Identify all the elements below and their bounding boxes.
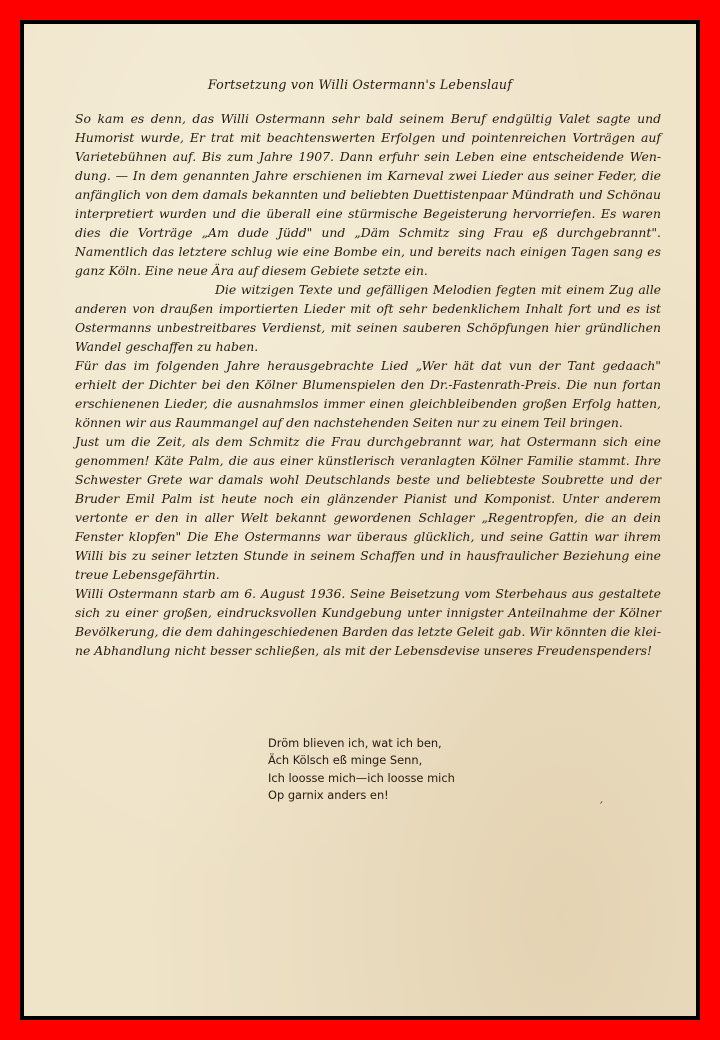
- paragraph: Just um die Zeit, als dem Schmitz die Frau durchgebrannt war, hat Ostermann sich eine genommen! Käte Palm, die aus einer künstlerisch veranlagten Kölner Familie stammt. Ihre Schwester Grete war damals wohl Deutschlands beste und beliebteste Soubrette und der Bruder Emil Palm ist heute noch ein glänzender Pianist und Komponist. Unter anderem vertonte er den in aller Welt bekannt gewordenen Schlager „Regentropfen, die an dein Fenster klopfen" Die Ehe Ostermanns war überaus glücklich, und seine Gattin war ihrem Willi bis zu seiner letzten Stunde in seinem Schaffen und in hausfraulicher Beziehung eine treue Lebensgefährtin.: [75, 434, 661, 582]
- verse-line: Dröm blieven ich, wat ich ben,: [268, 736, 442, 750]
- paragraph: Willi Ostermann starb am 6. August 1936. Seine Beisetzung vom Sterbehaus aus gestaltete sich zu einer großen, eindrucksvollen Kundgebung unter innigster Anteilnahme der Kölner Bevölkerung, die dem dahingeschiedenen Barden das letzte Geleit gab. Wir könnten die kleine Abhandlung nicht besser schließen, als mit der Lebensdevise unseres Freudenspenders!: [75, 586, 661, 658]
- verse-line: Op garnix anders en!: [268, 788, 389, 803]
- verse-line: Ich loosse mich—ich loosse mich: [268, 770, 455, 785]
- paragraph: So kam es denn, das Willi Ostermann sehr bald seinem Beruf endgültig Valet sagte und Humorist wurde, Er trat mit beachtenswerten Erfolgen und pointenreichen Vorträgen auf Varietebühnen auf. Bis zum Jahre 1907. Dann erfuhr sein Leben eine entscheidende Wendung. — In dem genannten Jahre erschienen im Karneval zwei Lieder aus seiner Feder, die anfänglich von dem damals bekannten und beliebten Duettistenpaar Mündrath und Schönau interpretiert wurden und die überall eine stürmische Begeisterung hervorriefen. Es waren dies die Vorträge „Am dude Jüdd" und „Däm Schmitz sing Frau eß durchgebrannt". Namentlich das letztere schlug wie eine Bombe ein, und bereits nach einigen Tagen sang es ganz Köln. Eine neue Ära auf diesem Gebiete setzte ein.: [75, 111, 661, 278]
- ink-mark: ˊ: [598, 800, 604, 813]
- document-page: [24, 24, 696, 1016]
- paragraph: Die witzigen Texte und gefälligen Melodien fegten mit einem Zug alle anderen von draußen importierten Lieder mit oft sehr bedenklichem Inhalt fort und es ist Ostermanns unbestreitbares Verdienst, mit seinen sauberen Schöpfungen hier gründlichen Wandel geschaffen zu haben.: [75, 282, 661, 354]
- closing-verse: [268, 735, 455, 805]
- verse-line: Äch Kölsch eß minge Senn,: [268, 753, 423, 768]
- page-title: Fortsetzung von Willi Ostermann's Lebenslauf: [207, 77, 513, 92]
- paragraph: Für das im folgenden Jahre herausgebrachte Lied „Wer hät dat vun der Tant gedaach" erhielt der Dichter bei den Kölner Blumenspielen den Dr.-Fastenrath-Preis. Die nun fortan erschienenen Lieder, die ausnahmslos immer einen gleichbleibenden großen Erfolg hatten, können wir aus Raummangel auf den nachstehenden Seiten nur zu einem Teil bringen.: [75, 358, 661, 430]
- body-text: [75, 109, 661, 660]
